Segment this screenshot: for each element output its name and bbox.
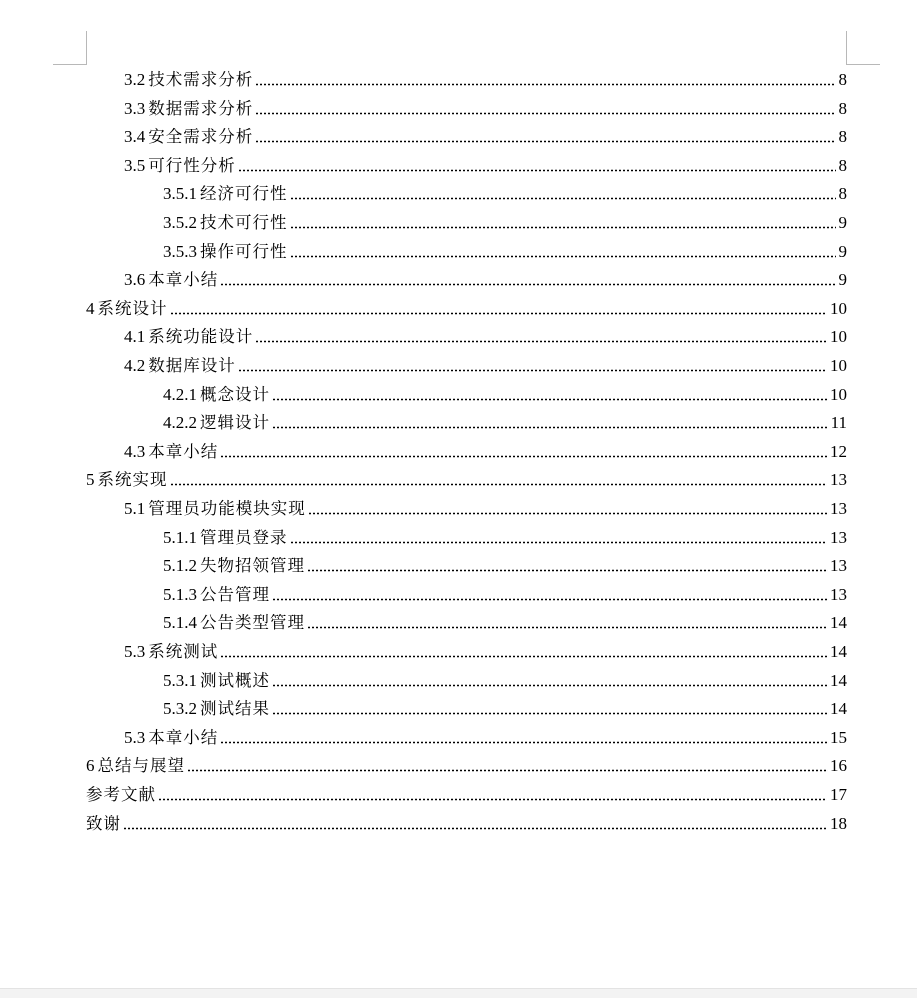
toc-dot-leader bbox=[255, 112, 835, 115]
toc-entry[interactable] bbox=[163, 521, 847, 549]
toc-dot-leader bbox=[123, 827, 827, 830]
toc-entry[interactable] bbox=[163, 406, 847, 434]
toc-entry-number: 3.5 bbox=[124, 156, 146, 175]
toc-entry-number: 3.3 bbox=[124, 99, 146, 118]
toc-entry-number: 3.5.2 bbox=[163, 213, 197, 232]
toc-entry-number: 4.2.2 bbox=[163, 413, 197, 432]
toc-entry-page-number: 9 bbox=[838, 213, 847, 232]
toc-entry-page-number: 8 bbox=[838, 127, 847, 146]
toc-dot-leader bbox=[255, 140, 835, 143]
toc-entry[interactable] bbox=[124, 92, 847, 120]
toc-entry-label: 测试结果 bbox=[200, 699, 270, 718]
toc-dot-leader bbox=[187, 769, 827, 772]
toc-entry-number: 4 bbox=[86, 299, 95, 318]
toc-entry-page-number: 9 bbox=[838, 270, 847, 289]
toc-entry-page-number: 8 bbox=[838, 70, 847, 89]
margin-corner-mark-top-right bbox=[846, 31, 880, 65]
toc-entry-page-number: 15 bbox=[830, 728, 847, 747]
toc-entry-label: 系统测试 bbox=[148, 642, 219, 661]
toc-entry-label: 数据库设计 bbox=[148, 356, 236, 375]
toc-entry-page-number: 14 bbox=[830, 613, 847, 632]
toc-entry-label: 总结与展望 bbox=[97, 756, 185, 775]
toc-entry-page-number: 9 bbox=[838, 242, 847, 261]
toc-entry-page-number: 13 bbox=[830, 585, 847, 604]
toc-entry-page-number: 12 bbox=[830, 442, 847, 461]
toc-dot-leader bbox=[272, 598, 827, 601]
toc-entry-page-number: 18 bbox=[830, 814, 847, 833]
toc-entry-label: 本章小结 bbox=[148, 270, 219, 289]
toc-entry[interactable] bbox=[163, 664, 847, 692]
toc-entry-page-number: 11 bbox=[830, 413, 847, 432]
toc-entry-label: 经济可行性 bbox=[200, 184, 288, 203]
toc-entry-label: 管理员功能模块实现 bbox=[148, 499, 306, 518]
toc-entry-page-number: 13 bbox=[830, 470, 847, 489]
toc-entry[interactable] bbox=[163, 235, 847, 263]
toc-dot-leader bbox=[272, 398, 827, 401]
toc-entry[interactable] bbox=[163, 549, 847, 577]
toc-dot-leader bbox=[272, 426, 828, 429]
toc-entry-number: 3.6 bbox=[124, 270, 146, 289]
toc-entry-page-number: 16 bbox=[830, 756, 847, 775]
toc-entry-number: 4.2.1 bbox=[163, 385, 197, 404]
toc-entry-number: 5.1.4 bbox=[163, 613, 197, 632]
toc-entry-number: 5.3.1 bbox=[163, 671, 197, 690]
toc-entry-page-number: 13 bbox=[830, 556, 847, 575]
toc-dot-leader bbox=[272, 684, 827, 687]
toc-entry-page-number: 13 bbox=[830, 528, 847, 547]
toc-entry-label: 失物招领管理 bbox=[200, 556, 305, 575]
toc-entry[interactable] bbox=[163, 378, 847, 406]
toc-entry-label: 致谢 bbox=[86, 814, 121, 833]
toc-entry-page-number: 8 bbox=[838, 156, 847, 175]
toc-entry-label: 数据需求分析 bbox=[148, 99, 254, 118]
toc-entry-label: 本章小结 bbox=[148, 442, 219, 461]
toc-entry-number: 5.3 bbox=[124, 728, 146, 747]
toc-entry[interactable] bbox=[124, 263, 847, 291]
toc-entry-label: 逻辑设计 bbox=[200, 413, 270, 432]
toc-entry-number: 4.1 bbox=[124, 327, 146, 346]
toc-entry[interactable] bbox=[86, 778, 847, 806]
toc-entry-label: 安全需求分析 bbox=[148, 127, 254, 146]
toc-entry-number: 3.2 bbox=[124, 70, 146, 89]
toc-entry-page-number: 8 bbox=[838, 99, 847, 118]
toc-entry[interactable] bbox=[124, 721, 847, 749]
toc-entry-page-number: 8 bbox=[838, 184, 847, 203]
toc-entry[interactable] bbox=[124, 435, 847, 463]
toc-entry-number: 5.1 bbox=[124, 499, 146, 518]
toc-dot-leader bbox=[290, 197, 836, 200]
toc-entry-label: 操作可行性 bbox=[200, 242, 288, 261]
toc-entry-number: 5.3 bbox=[124, 642, 146, 661]
toc-entry-page-number: 13 bbox=[830, 499, 847, 518]
toc-dot-leader bbox=[238, 369, 827, 372]
toc-dot-leader bbox=[255, 340, 827, 343]
margin-corner-mark-top-left bbox=[53, 31, 87, 65]
toc-entry-label: 测试概述 bbox=[200, 671, 270, 690]
toc-entry-number: 4.2 bbox=[124, 356, 146, 375]
toc-entry[interactable] bbox=[86, 463, 847, 491]
toc-entry-page-number: 10 bbox=[830, 327, 847, 346]
toc-entry-page-number: 14 bbox=[830, 671, 847, 690]
toc-entry[interactable] bbox=[124, 349, 847, 377]
toc-entry[interactable] bbox=[124, 120, 847, 148]
toc-dot-leader bbox=[308, 512, 827, 515]
toc-entry-page-number: 14 bbox=[830, 699, 847, 718]
toc-entry[interactable] bbox=[163, 177, 847, 205]
toc-entry-label: 概念设计 bbox=[200, 385, 270, 404]
toc-dot-leader bbox=[272, 712, 827, 715]
toc-entry-number: 5.1.2 bbox=[163, 556, 197, 575]
toc-entry-label: 系统设计 bbox=[97, 299, 168, 318]
toc-entry-number: 5.1.1 bbox=[163, 528, 197, 547]
toc-entry-label: 公告管理 bbox=[200, 585, 270, 604]
toc-entry[interactable] bbox=[86, 292, 847, 320]
toc-dot-leader bbox=[220, 655, 827, 658]
toc-entry-number: 4.3 bbox=[124, 442, 146, 461]
toc-entry-label: 可行性分析 bbox=[148, 156, 236, 175]
toc-dot-leader bbox=[158, 798, 827, 801]
toc-entry-number: 5 bbox=[86, 470, 95, 489]
toc-dot-leader bbox=[220, 741, 827, 744]
toc-dot-leader bbox=[238, 169, 836, 172]
toc-dot-leader bbox=[290, 255, 836, 258]
toc-dot-leader bbox=[170, 483, 828, 486]
toc-entry-number: 3.4 bbox=[124, 127, 146, 146]
toc-entry-page-number: 14 bbox=[830, 642, 847, 661]
toc-dot-leader bbox=[220, 455, 827, 458]
toc-entry-label: 系统实现 bbox=[97, 470, 168, 489]
toc-entry-label: 技术需求分析 bbox=[148, 70, 254, 89]
toc-entry-number: 3.5.1 bbox=[163, 184, 197, 203]
toc-entry-number: 5.3.2 bbox=[163, 699, 197, 718]
toc-entry[interactable] bbox=[163, 606, 847, 634]
toc-entry[interactable] bbox=[163, 206, 847, 234]
toc-entry[interactable] bbox=[163, 578, 847, 606]
toc-entry-number: 5.1.3 bbox=[163, 585, 197, 604]
toc-entry-label: 公告类型管理 bbox=[200, 613, 305, 632]
toc-dot-leader bbox=[307, 626, 827, 629]
toc-entry-page-number: 10 bbox=[830, 299, 847, 318]
toc-entry-label: 系统功能设计 bbox=[148, 327, 254, 346]
toc-entry[interactable] bbox=[86, 749, 847, 777]
toc-entry[interactable] bbox=[124, 320, 847, 348]
toc-entry-label: 本章小结 bbox=[148, 728, 219, 747]
toc-dot-leader bbox=[220, 283, 835, 286]
toc-dot-leader bbox=[307, 569, 827, 572]
toc-entry-page-number: 10 bbox=[830, 356, 847, 375]
toc-dot-leader bbox=[170, 312, 828, 315]
toc-entry-label: 管理员登录 bbox=[200, 528, 288, 547]
toc-dot-leader bbox=[255, 83, 835, 86]
toc-entry-label: 技术可行性 bbox=[200, 213, 288, 232]
toc-entry[interactable] bbox=[86, 807, 847, 835]
toc-entry[interactable] bbox=[163, 692, 847, 720]
toc-entry[interactable] bbox=[124, 492, 847, 520]
toc-entry-page-number: 10 bbox=[830, 385, 847, 404]
toc-entry[interactable] bbox=[124, 63, 847, 91]
toc-entry-number: 6 bbox=[86, 756, 95, 775]
toc-entry-label: 参考文献 bbox=[86, 785, 156, 804]
toc-entry-number: 3.5.3 bbox=[163, 242, 197, 261]
toc-dot-leader bbox=[290, 226, 836, 229]
toc-dot-leader bbox=[290, 541, 828, 544]
toc-entry-page-number: 17 bbox=[830, 785, 847, 804]
toc-entry[interactable] bbox=[124, 149, 847, 177]
toc-entry[interactable] bbox=[124, 635, 847, 663]
